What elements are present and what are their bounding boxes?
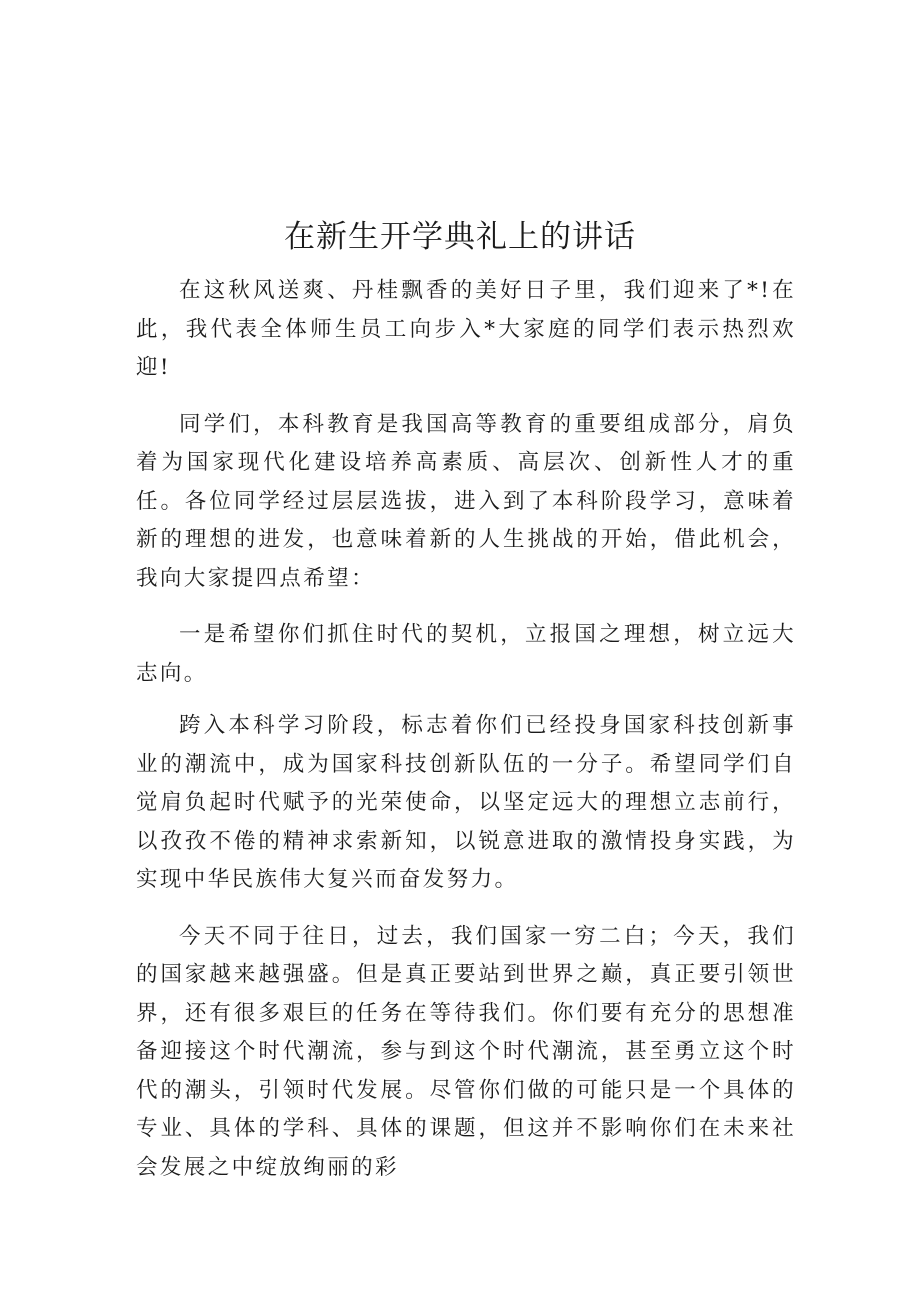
paragraph-undergraduate-education: 同学们，本科教育是我国高等教育的重要组成部分，肩负着为国家现代化建设培养高素质、高层次、创新性人才的重任。各位同学经过层层选拔，进入到了本科阶段学习，意味着新的理想的进发，也意味着新的人生挑战的开始，借此机会，我向大家提四点希望： (136, 411, 796, 591)
document-body (136, 272, 796, 1187)
paragraph-hope-one: 一是希望你们抓住时代的契机，立报国之理想，树立远大志向。 (136, 622, 796, 686)
paragraph-welcome: 在这秋风送爽、丹桂飘香的美好日子里，我们迎来了*!在此，我代表全体师生员工向步入*大家庭的同学们表示热烈欢迎! (136, 278, 796, 380)
paragraph-today: 今天不同于往日，过去，我们国家一穷二白；今天，我们的国家越来越强盛。但是真正要站到世界之巅，真正要引领世界，还有很多艰巨的任务在等待我们。你们要有充分的思想准备迎接这个时代潮流，参与到这个时代潮流，甚至勇立这个时代的潮头，引领时代发展。尽管你们做的可能只是一个具体的专业、具体的学科、具体的课题，但这并不影响你们在未来社会发展之中绽放绚丽的彩 (136, 923, 796, 1180)
paragraph-innovation: 跨入本科学习阶段，标志着你们已经投身国家科技创新事业的潮流中，成为国家科技创新队伍的一分子。希望同学们自觉肩负起时代赋予的光荣使命，以坚定远大的理想立志前行，以孜孜不倦的精神求索新知，以锐意进取的激情投身实践，为实现中华民族伟大复兴而奋发努力。 (136, 713, 796, 892)
document-title: 在新生开学典礼上的讲话 (284, 219, 636, 255)
